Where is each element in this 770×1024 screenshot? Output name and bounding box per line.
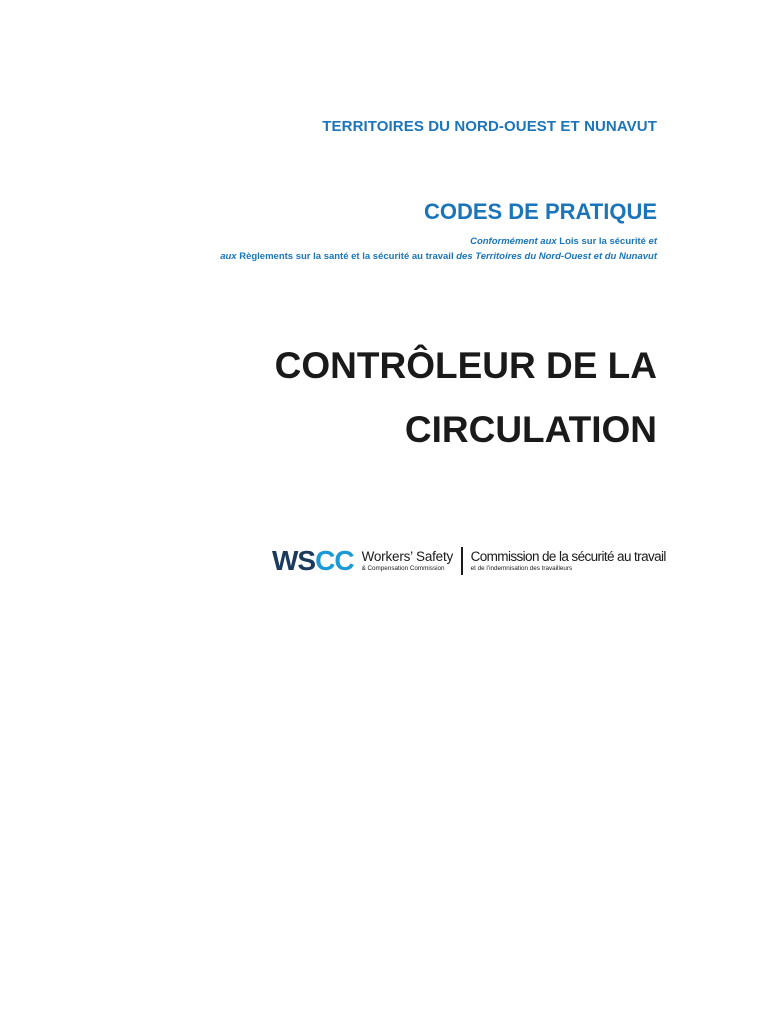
- conformity-line1-regular: Lois sur la sécurité: [556, 236, 649, 247]
- wscc-acronym-ws: WS: [272, 545, 316, 576]
- document-title: [275, 334, 657, 462]
- document-title-line-1: CONTRÔLEUR DE LA: [274, 345, 657, 386]
- conformity-statement: [220, 234, 657, 264]
- conformity-line2-regular: Règlements sur la santé et la sécurité au travail: [236, 251, 457, 262]
- conformity-line-1: [220, 234, 657, 249]
- wscc-english-title: Workers’ Safety: [361, 549, 454, 565]
- wscc-english-name: [362, 550, 454, 572]
- wscc-french-title: Commission de la sécurité au travail: [470, 549, 666, 565]
- codes-title: CODES DE PRATIQUE: [423, 199, 657, 224]
- wscc-french-name: [471, 550, 666, 572]
- conformity-line-2: [220, 249, 657, 264]
- document-title-line-2: CIRCULATION: [404, 409, 657, 450]
- conformity-line1-italic-end: et: [648, 236, 657, 247]
- wscc-acronym: [272, 547, 354, 575]
- conformity-line2-italic-start: aux: [220, 251, 237, 262]
- wscc-acronym-cc: CC: [315, 545, 354, 576]
- region-heading: TERRITOIRES DU NORD-OUEST ET NUNAVUT: [322, 118, 657, 135]
- wscc-english-subtitle: & Compensation Commission: [361, 564, 445, 572]
- conformity-line1-italic: Conformément aux: [470, 236, 557, 247]
- wscc-french-subtitle: et de l’indemnisation des travailleurs: [470, 564, 573, 572]
- logo-divider: [461, 547, 463, 575]
- wscc-logo: [272, 543, 666, 579]
- conformity-line2-italic-end: des Territoires du Nord-Ouest et du Nunavut: [456, 251, 657, 262]
